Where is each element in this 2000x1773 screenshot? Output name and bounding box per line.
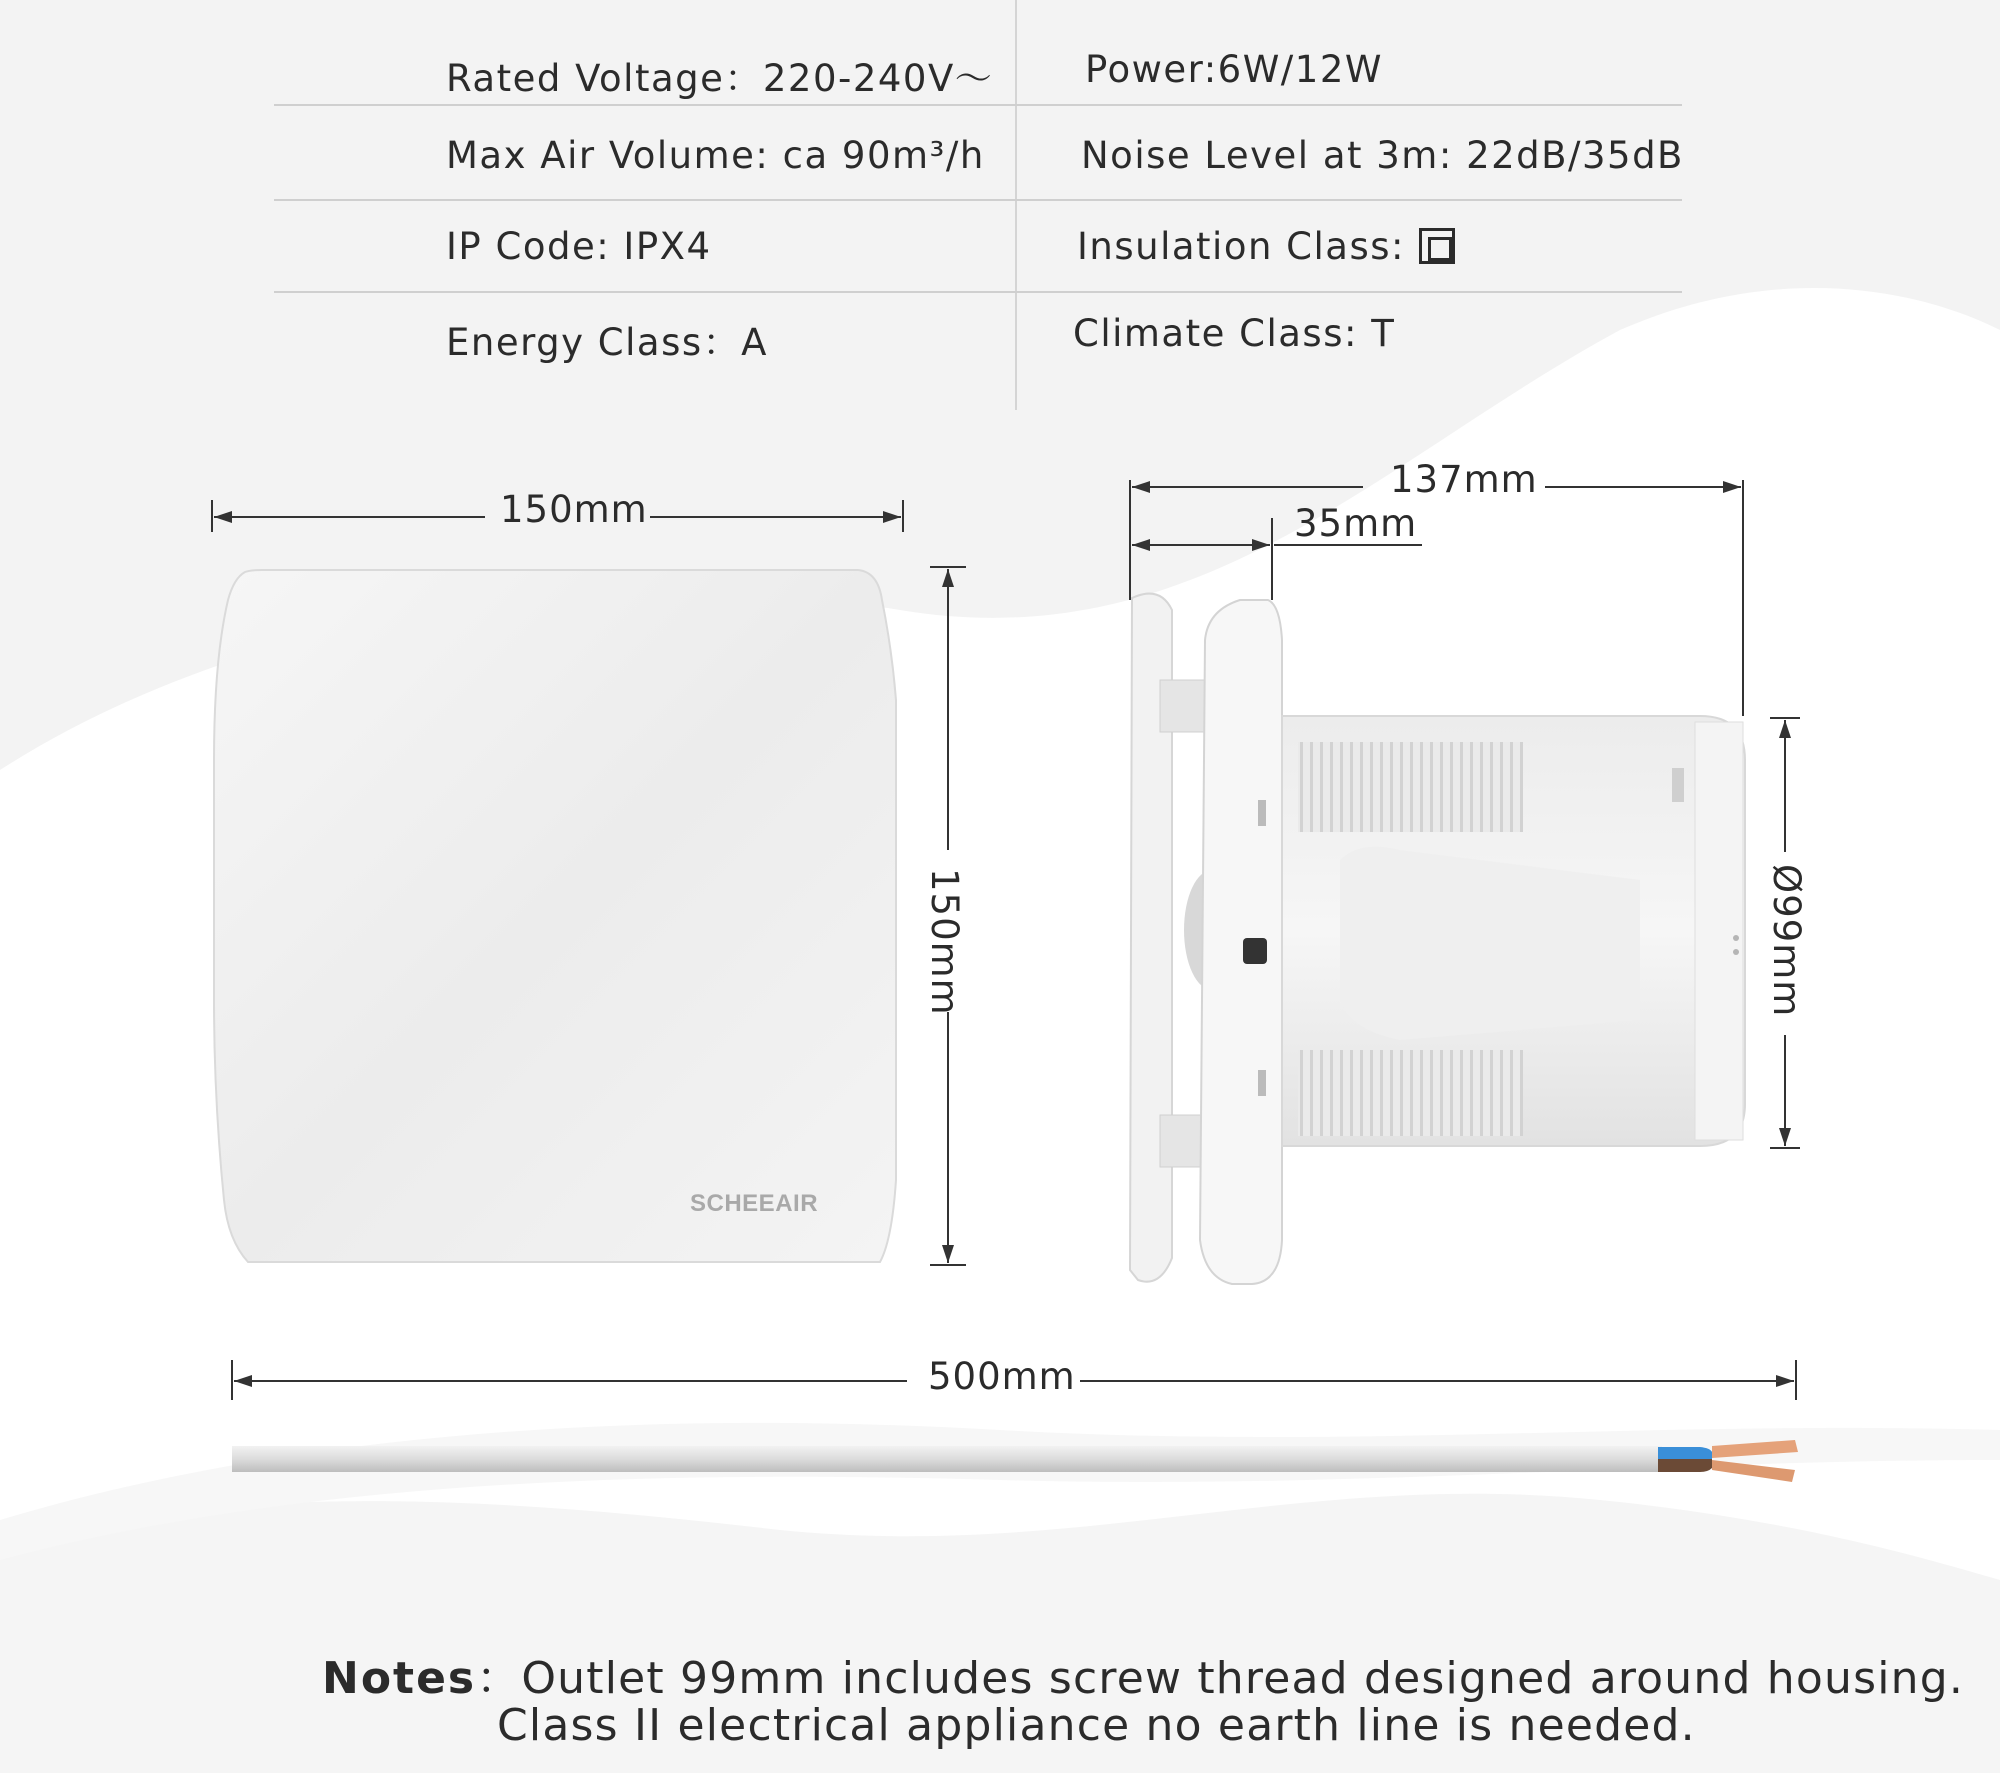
- notes-text-1: ：Outlet 99mm includes screw thread designed around housing.: [476, 1653, 1965, 1704]
- notes-line-1: [322, 1642, 1964, 1706]
- front-width-label: 150mm: [500, 488, 648, 531]
- spec-max-air-volume: Max Air Volume: ca 90m³/h: [446, 134, 985, 177]
- spec-noise-level: Noise Level at 3m: 22dB/35dB: [1081, 134, 1684, 177]
- side-depth-label: 137mm: [1390, 458, 1538, 501]
- front-height-label: 150mm: [923, 868, 966, 1016]
- notes-line-2: Class II electrical appliance no earth line is needed.: [497, 1700, 1696, 1751]
- notes-label: Notes: [322, 1653, 477, 1704]
- front-panel: [214, 570, 896, 1262]
- cable-length-label: 500mm: [928, 1355, 1076, 1398]
- spec-rated-voltage: Rated Voltage：220-240V～: [446, 57, 994, 100]
- power-cable: [232, 1440, 1798, 1482]
- outlet-diameter-label: Ø99mm: [1765, 864, 1808, 1018]
- side-view-fan: [1130, 594, 1745, 1284]
- spec-insulation-label: Insulation Class:: [1077, 225, 1405, 268]
- spec-climate-class: Climate Class: T: [1073, 312, 1396, 355]
- brand-logo-text: SCHEEAIR: [690, 1190, 819, 1217]
- spec-ip-code: IP Code: IPX4: [446, 225, 712, 268]
- spec-energy-class: Energy Class：A: [446, 321, 768, 364]
- spec-power: Power:6W/12W: [1085, 48, 1383, 91]
- flange-depth-label: 35mm: [1294, 502, 1418, 545]
